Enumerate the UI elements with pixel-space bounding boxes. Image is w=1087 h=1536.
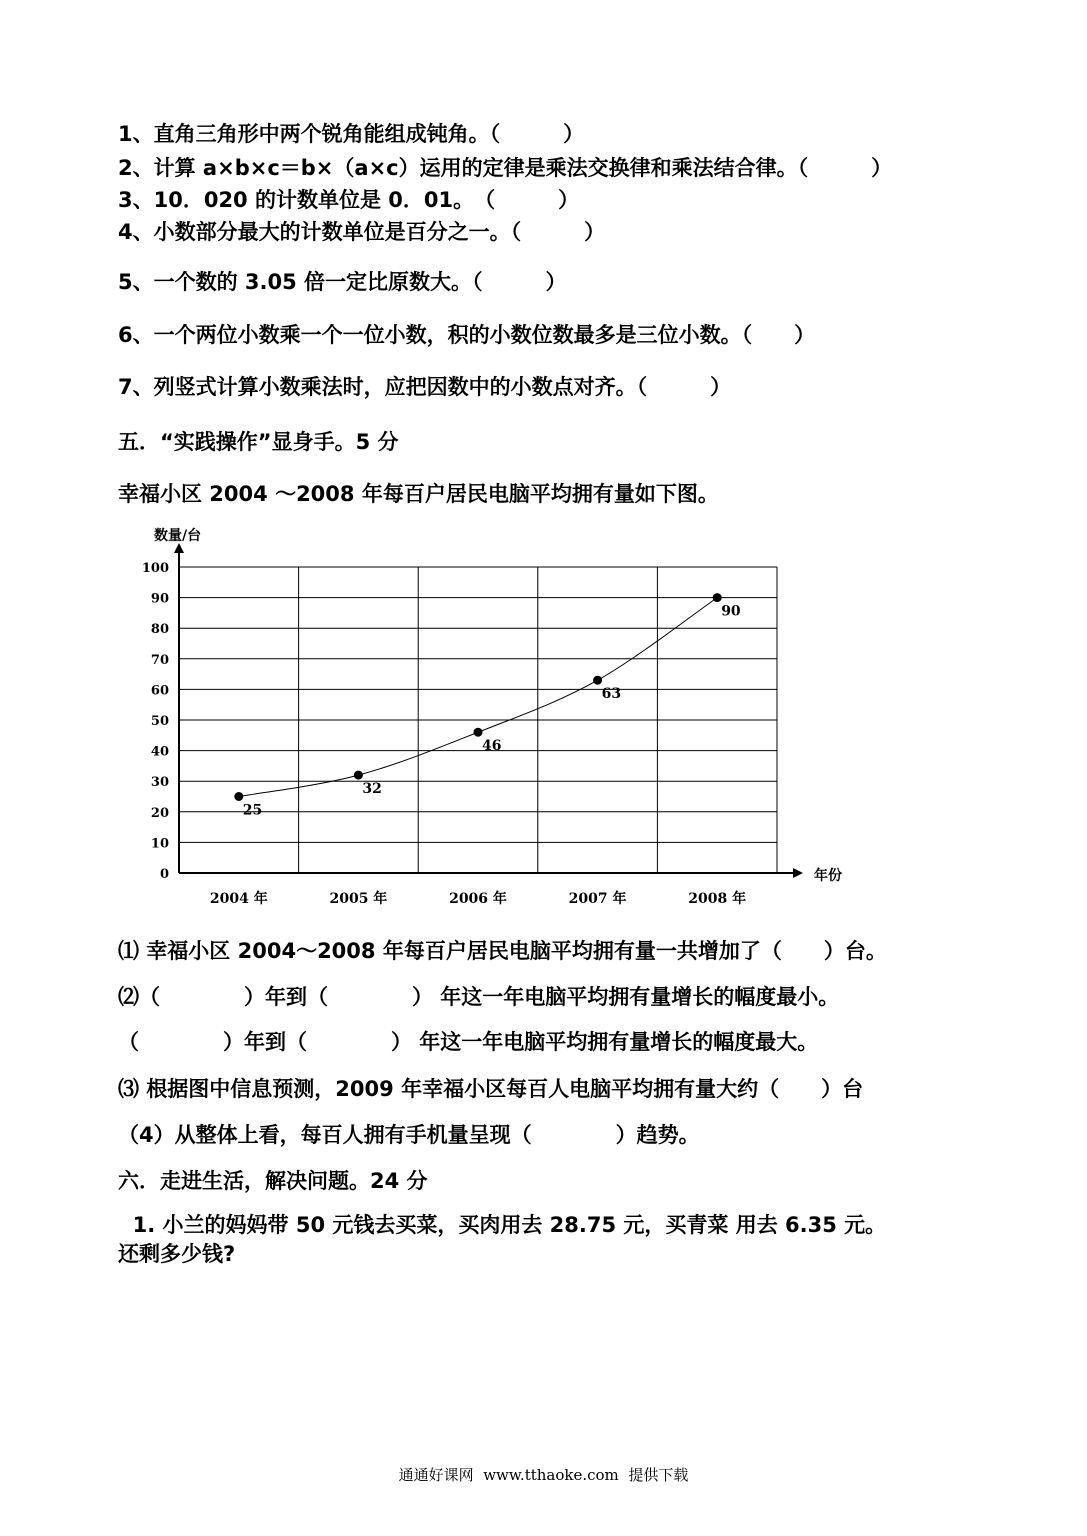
footer-source: 通通好课网 www.tthaoke.com 提供下载 (398, 1466, 689, 1484)
data-point (354, 771, 363, 780)
y-tick-label: 30 (150, 775, 169, 791)
problem-1-line-1: 1. 小兰的妈妈带 50 元钱去买菜，买肉用去 28.75 元，买青菜 用去 6.35 元。 (118, 1213, 887, 1237)
x-tick-labels (210, 890, 746, 907)
series-line (239, 598, 717, 797)
y-tick-label: 80 (150, 622, 169, 638)
question-7: 7、列竖式计算小数乘法时，应把因数中的小数点对齐。（ ） (118, 375, 732, 399)
subquestion-1: ⑴ 幸福小区 2004～2008 年每百户居民电脑平均拥有量一共增加了（ ）台。 (118, 939, 887, 963)
y-tick-label: 90 (150, 591, 169, 607)
data-label: 32 (362, 781, 382, 798)
y-tick-label: 20 (150, 805, 169, 821)
x-tick-label: 2006 年 (449, 891, 507, 907)
y-axis-label: 数量/台 (154, 528, 202, 544)
y-tick-label: 100 (141, 561, 169, 576)
y-axis-arrow (174, 543, 184, 553)
subquestion-3: ⑶ 根据图中信息预测，2009 年幸福小区每百人电脑平均拥有量大约（ ）台 (118, 1077, 864, 1101)
data-label: 90 (721, 603, 741, 620)
y-tick-label: 70 (150, 652, 169, 668)
subquestion-2a: ⑵（ ）年到（ ） 年这一年电脑平均拥有量增长的幅度最小。 (118, 985, 840, 1009)
section-5-intro: 幸福小区 2004 ～2008 年每百户居民电脑平均拥有量如下图。 (118, 482, 719, 506)
data-label: 46 (482, 738, 502, 755)
y-tick-label: 10 (150, 836, 169, 852)
chart-grid (179, 567, 777, 873)
x-tick-label: 2004 年 (209, 891, 268, 907)
question-3: 3、10．020 的计数单位是 0．01。 （ ） (118, 188, 580, 212)
data-point (234, 792, 243, 801)
data-point (713, 593, 722, 602)
question-6: 6、一个两位小数乘一个一位小数，积的小数位数最多是三位小数。（ ） (118, 323, 816, 347)
data-label: 63 (601, 686, 622, 703)
question-2: 2、计算 a×b×c＝b×（a×c）运用的定律是乘法交换律和乘法结合律。（ ） (118, 156, 893, 180)
y-tick-label: 50 (150, 714, 169, 729)
chart-axes (174, 543, 803, 878)
line-chart (140, 518, 880, 918)
x-tick-label: 2005 年 (329, 891, 388, 907)
y-tick-label: 60 (150, 683, 169, 699)
question-1: 1、直角三角形中两个锐角能组成钝角。（ ） (118, 122, 585, 146)
question-4: 4、小数部分最大的计数单位是百分之一。（ ） (118, 220, 606, 244)
question-5: 5、一个数的 3.05 倍一定比原数大。（ ） (118, 270, 567, 294)
subquestion-2b: （ ）年到（ ） 年这一年电脑平均拥有量增长的幅度最大。 (118, 1030, 819, 1054)
data-point (474, 728, 483, 737)
x-axis-arrow (793, 868, 803, 878)
data-point (593, 676, 602, 685)
y-tick-labels (142, 561, 169, 882)
problem-1-line-2: 还剩多少钱? (118, 1242, 236, 1266)
x-tick-label: 2008 年 (688, 891, 747, 907)
y-tick-label: 0 (159, 867, 169, 882)
y-tick-label: 40 (150, 744, 169, 760)
subquestion-4: （4）从整体上看，每百人拥有手机量呈现（ ）趋势。 (118, 1123, 700, 1147)
data-label: 25 (242, 802, 263, 819)
section-5-heading: 五．“实践操作”显身手。5 分 (118, 430, 399, 454)
x-axis-label: 年份 (814, 868, 842, 884)
x-tick-label: 2007 年 (568, 891, 627, 907)
section-6-heading: 六．走进生活，解决问题。24 分 (118, 1169, 428, 1193)
chart-series (234, 593, 741, 818)
